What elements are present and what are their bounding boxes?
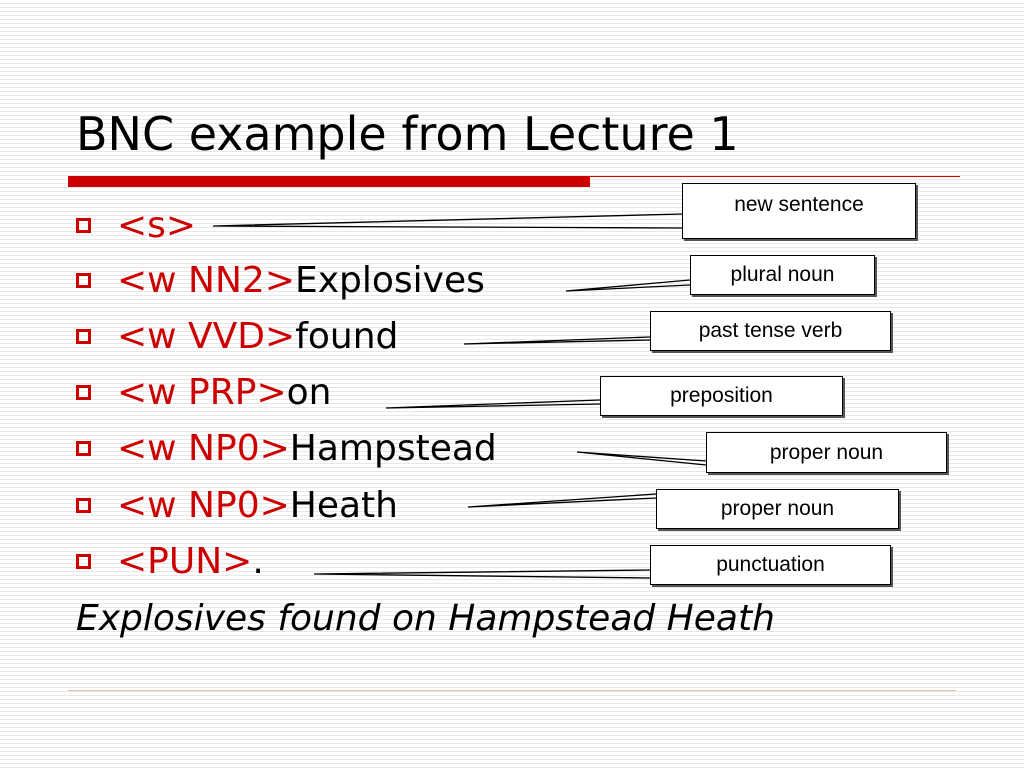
callout-label-new-sentence: new sentence <box>682 183 916 239</box>
callout-label-plural-noun: plural noun <box>690 255 875 295</box>
callout-label-proper-noun: proper noun <box>706 432 947 473</box>
tag-text: <s> <box>117 205 197 246</box>
callout-label-punctuation: punctuation <box>650 545 891 585</box>
tag-text: <w NP0> <box>117 485 290 526</box>
leader-line <box>577 452 706 465</box>
leader-line <box>314 570 650 578</box>
leader-line <box>464 337 650 344</box>
word-text: Explosives <box>294 260 485 301</box>
footer-divider <box>68 690 956 691</box>
tag-text: <w PRP> <box>117 372 287 413</box>
word-text: Heath <box>289 485 398 526</box>
leader-line <box>213 214 682 228</box>
leader-line <box>386 400 600 408</box>
callout-label-preposition: preposition <box>600 376 843 416</box>
tag-text: <PUN> <box>117 541 253 582</box>
example-sentence: Explosives found on Hampstead Heath <box>76 598 775 639</box>
leader-line <box>468 494 656 507</box>
word-text: found <box>295 316 399 357</box>
tag-text: <w VVD> <box>117 316 296 357</box>
tag-text: <w NP0> <box>117 428 290 469</box>
word-text: . <box>252 541 264 582</box>
tag-text: <w NN2> <box>117 260 295 301</box>
callout-label-proper-noun: proper noun <box>656 489 899 529</box>
callout-label-past-tense-verb: past tense verb <box>650 311 891 351</box>
word-text: Hampstead <box>289 428 497 469</box>
word-text: on <box>286 372 332 413</box>
leader-line <box>566 280 690 291</box>
slide-title: BNC example from Lecture 1 <box>76 107 739 161</box>
